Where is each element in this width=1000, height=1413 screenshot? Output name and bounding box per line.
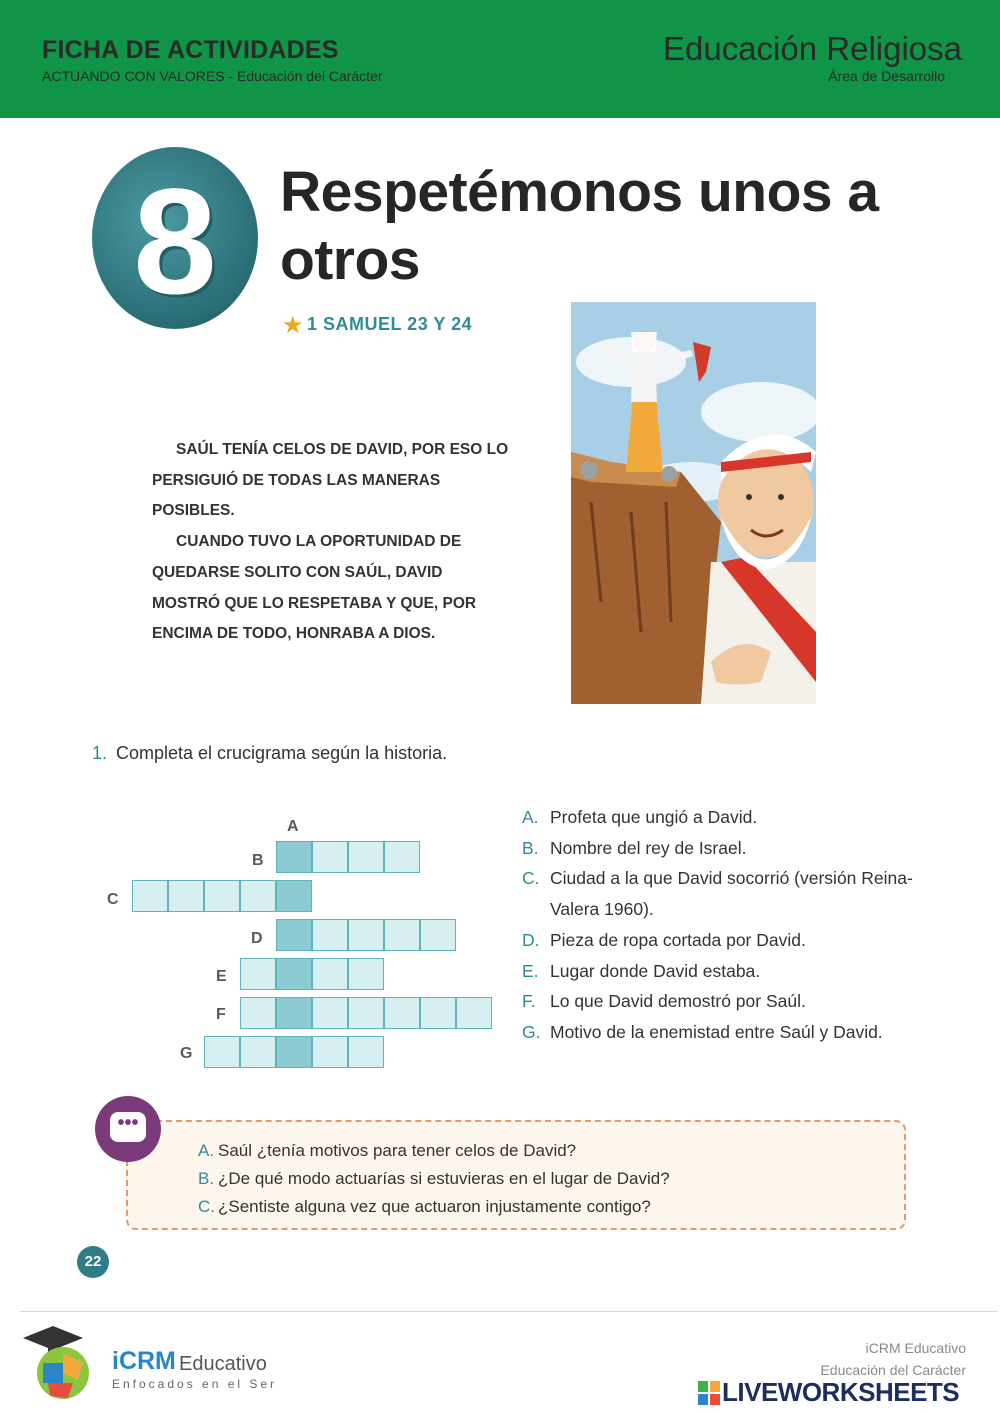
worksheet-title: FICHA DE ACTIVIDADES: [42, 36, 339, 64]
clue-text: Lugar donde David estaba.: [550, 960, 761, 981]
discussion-questions: [198, 1137, 898, 1221]
story-illustration: [571, 302, 816, 704]
clue-letter: D.: [522, 929, 540, 950]
clue-letter: G.: [522, 1021, 541, 1042]
crossword-label: C: [107, 891, 119, 908]
crossword-label: B: [252, 852, 264, 869]
logo-brand-secondary: Educativo: [179, 1353, 267, 1375]
crossword-cell[interactable]: [384, 997, 420, 1029]
story-paragraph: SAÚL TENÍA CELOS DE DAVID, POR ESO LO PERSIGUIÓ DE TODAS LAS MANERAS POSIBLES.: [152, 441, 509, 520]
clue-letter: A.: [522, 807, 539, 827]
question-item: [198, 1137, 898, 1165]
lesson-number: 8: [133, 157, 217, 325]
crossword-cell[interactable]: [384, 919, 420, 951]
clue-item: [522, 925, 922, 956]
question-text: ¿Sentiste alguna vez que actuaron injustamente contigo?: [218, 1197, 651, 1216]
liveworksheets-watermark: LIVEWORKSHEETS: [722, 1377, 960, 1407]
story-paragraph: CUANDO TUVO LA OPORTUNIDAD DE QUEDARSE SOLITO CON SAÚL, DAVID MOSTRÓ QUE LO RESPETABA Y QUE, POR ENCIMA DE TODO, HONRABA A DIOS.: [152, 533, 477, 643]
crossword-cell[interactable]: [312, 841, 348, 873]
clue-letter: C.: [522, 868, 540, 889]
activity-number: 1.: [92, 743, 108, 763]
crossword-cell[interactable]: [312, 1036, 348, 1068]
clue-item: [522, 802, 922, 833]
star-icon: ★: [282, 312, 304, 339]
clue-item: [522, 956, 922, 987]
crossword-cell[interactable]: [420, 919, 456, 951]
clue-letter: B.: [522, 837, 539, 858]
crossword-cell[interactable]: [204, 880, 240, 912]
logo-tagline: Enfocados en el Ser: [112, 1377, 278, 1391]
crossword-label: A: [287, 818, 299, 835]
question-text: Saúl ¿tenía motivos para tener celos de David?: [218, 1141, 577, 1160]
crossword-cell[interactable]: [276, 880, 312, 912]
crossword-label: G: [180, 1045, 193, 1062]
crossword-cell[interactable]: [348, 841, 384, 873]
crossword-cell[interactable]: [132, 880, 168, 912]
clue-text: Lo que David demostró por Saúl.: [550, 991, 806, 1012]
crossword-cell[interactable]: [276, 997, 312, 1029]
crossword-cell[interactable]: [276, 841, 312, 873]
page-number: 22: [77, 1246, 109, 1278]
crossword-label: E: [216, 968, 227, 985]
subject-title: Educación Religiosa: [662, 30, 962, 67]
lesson-title: Respetémonos unos a otros: [280, 160, 879, 292]
liveworksheets-icon: [698, 1381, 720, 1405]
clue-item: [522, 1017, 922, 1048]
story-text: [152, 435, 512, 650]
icrm-logo-icon: [18, 1318, 103, 1403]
crossword-cell[interactable]: [240, 880, 276, 912]
crossword-cell[interactable]: [276, 958, 312, 990]
footer-program: Educación del Carácter: [820, 1362, 966, 1378]
question-item: [198, 1165, 898, 1193]
crossword-cell[interactable]: [204, 1036, 240, 1068]
clue-text: Nombre del rey de Israel.: [550, 837, 747, 858]
question-text: ¿De qué modo actuarías si estuvieras en el lugar de David?: [218, 1169, 670, 1188]
crossword-cell[interactable]: [348, 997, 384, 1029]
clue-letter: E.: [522, 960, 539, 981]
activity-instruction: Completa el crucigrama según la historia.: [116, 743, 448, 763]
crossword-cell[interactable]: [348, 958, 384, 990]
clue-text: Profeta que ungió a David.: [550, 807, 758, 827]
crossword-cell[interactable]: [240, 1036, 276, 1068]
crossword-clues: [522, 802, 922, 1048]
worksheet-subtitle: ACTUANDO CON VALORES - Educación del Carácter: [42, 68, 383, 84]
bible-reference: 1 SAMUEL 23 Y 24: [307, 314, 473, 334]
crossword-cell[interactable]: [312, 919, 348, 951]
crossword-cell[interactable]: [312, 958, 348, 990]
clue-item: [522, 863, 922, 924]
footer-org: iCRM Educativo: [865, 1340, 966, 1356]
crossword-cell[interactable]: [240, 958, 276, 990]
question-letter: A.: [198, 1141, 215, 1160]
crossword-cell[interactable]: [312, 997, 348, 1029]
subject-area: Área de Desarrollo: [828, 68, 945, 84]
clue-item: [522, 986, 922, 1017]
footer-divider: [20, 1311, 998, 1312]
crossword-cell[interactable]: [384, 841, 420, 873]
question-letter: B.: [198, 1169, 215, 1188]
crossword-cell[interactable]: [348, 919, 384, 951]
clue-text: Motivo de la enemistad entre Saúl y David.: [550, 1021, 883, 1042]
crossword-cell[interactable]: [276, 919, 312, 951]
crossword-cell[interactable]: [348, 1036, 384, 1068]
clue-text: Ciudad a la que David socorrió (versión Reina-Valera 1960).: [550, 868, 913, 920]
crossword-cell[interactable]: [240, 997, 276, 1029]
crossword-cell[interactable]: [276, 1036, 312, 1068]
question-letter: C.: [198, 1197, 215, 1216]
question-item: [198, 1193, 898, 1221]
clue-letter: F.: [522, 991, 536, 1012]
crossword-label: D: [251, 930, 263, 947]
crossword-cell[interactable]: [456, 997, 492, 1029]
logo-brand: iCRM: [112, 1347, 176, 1375]
speech-bubble-icon: •••: [110, 1112, 146, 1142]
clue-item: [522, 833, 922, 864]
crossword-cell[interactable]: [168, 880, 204, 912]
crossword-label: F: [216, 1006, 226, 1023]
crossword-cell[interactable]: [420, 997, 456, 1029]
clue-text: Pieza de ropa cortada por David.: [550, 929, 806, 950]
